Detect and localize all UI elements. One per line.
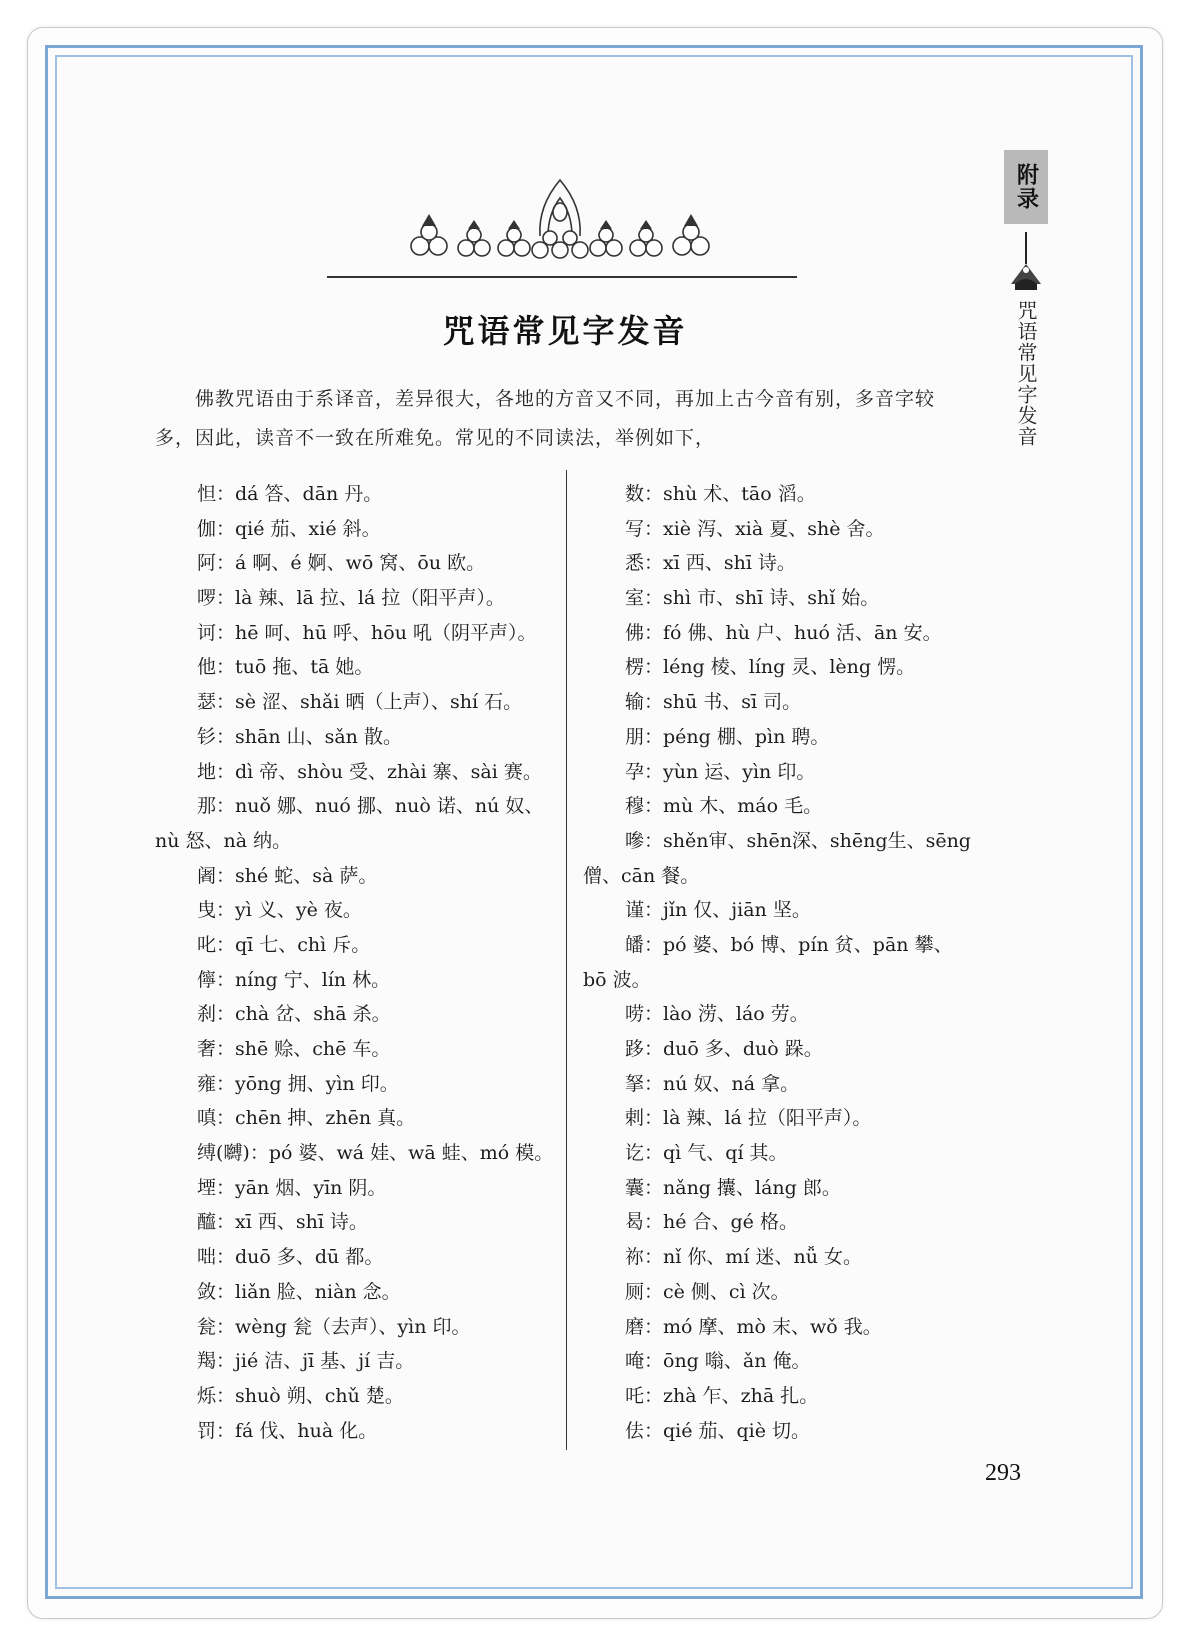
entry: 吒：zhà 乍、zhā 扎。 [625, 1384, 819, 1407]
entry-continuation: nù 怒、nà 纳。 [155, 829, 292, 852]
entry: 佉：qié 茄、qiè 切。 [625, 1419, 811, 1442]
entry: 写：xiè 泻、xià 夏、shè 舍。 [625, 517, 885, 540]
entry: 罚：fá 伐、huà 化。 [197, 1419, 378, 1442]
page-title: 咒语常见字发音 [442, 312, 688, 350]
page-number: 293 [985, 1460, 1021, 1486]
chapter-title-vertical: 咒语常见字发音 [1014, 300, 1038, 447]
entry: 拏：nú 奴、ná 拿。 [625, 1072, 800, 1095]
entry: 羯：jié 洁、jī 基、jí 吉。 [197, 1350, 415, 1373]
entry: 嘇：shěn审、shēn深、shēng生、sēng [625, 829, 971, 852]
entry: 瓮：wèng 瓮（去声）、yìn 印。 [197, 1315, 471, 1338]
entry: 钐：shān 山、sǎn 散。 [197, 725, 402, 748]
entry: 皤：pó 婆、bó 博、pín 贫、pān 攀、 [625, 933, 953, 956]
entry: 唵：ōng 嗡、ǎn 俺。 [625, 1350, 811, 1373]
left-column [155, 477, 557, 1448]
entry: 刹：chà 岔、shā 杀。 [197, 1003, 391, 1026]
entry: 堙：yān 烟、yīn 阴。 [197, 1176, 387, 1199]
entry-continuation: 僧、cān 餐。 [583, 864, 700, 887]
section-tab: 附录 [1004, 150, 1048, 224]
entry: 阿：á 啊、é 婀、wō 窝、ōu 欧。 [197, 552, 486, 575]
lotus-ornament-icon [400, 176, 720, 268]
entry: 楞：léng 棱、líng 灵、lèng 愣。 [625, 656, 916, 679]
entry: 输：shū 书、sī 司。 [625, 691, 802, 714]
entry: 咄：duō 多、dū 都。 [197, 1246, 384, 1269]
entry: 奢：shē 赊、chē 车。 [197, 1038, 391, 1060]
entry: 囊：nǎng 攮、láng 郎。 [625, 1176, 841, 1199]
entry: 厕：cè 侧、cì 次。 [625, 1280, 790, 1303]
entry: 悉：xī 西、shī 诗。 [625, 552, 796, 575]
entry: 阇：shé 蛇、sà 萨。 [197, 864, 378, 887]
entry: 跢：duō 多、duò 跺。 [625, 1038, 823, 1060]
entry: 地：dì 帝、shòu 受、zhài 寨、sài 赛。 [197, 760, 542, 783]
entry: 嗔：chēn 抻、zhēn 真。 [197, 1107, 416, 1130]
intro-paragraph: 佛教咒语由于系译音，差异很大，各地的方音又不同，再加上古今音有别，多音字较多，因此，读音不一致在所难免。常见的不同读法，举例如下， [155, 388, 936, 449]
entry: 数：shù 术、tāo 滔。 [625, 483, 816, 505]
entry: 叱：qī 七、chì 斥。 [197, 933, 371, 956]
entry: 伽：qié 茄、xié 斜。 [197, 517, 381, 540]
entry: 怛：dá 答、dān 丹。 [197, 483, 383, 505]
pagoda-icon [1003, 230, 1049, 294]
entry: 缚(嚩)：pó 婆、wá 娃、wā 蛙、mó 模。 [197, 1142, 554, 1165]
entry: 敛：liǎn 脸、niàn 念。 [197, 1280, 401, 1303]
entry: 室：shì 市、shī 诗、shǐ 始。 [625, 587, 880, 610]
entry: 讫：qì 气、qí 其。 [625, 1142, 788, 1165]
entry: 瑟：sè 涩、shǎi 晒（上声）、shí 石。 [197, 691, 523, 714]
column-divider [566, 470, 567, 1450]
entry: 他：tuō 拖、tā 她。 [197, 656, 374, 679]
entry: 儜：níng 宁、lín 林。 [197, 968, 391, 991]
entry: 唠：lào 涝、láo 劳。 [625, 1003, 809, 1026]
entry: 孕：yùn 运、yìn 印。 [625, 760, 816, 783]
entry: 醯：xī 西、shī 诗。 [197, 1211, 368, 1234]
entry: 穆：mù 木、máo 毛。 [625, 795, 823, 818]
entry: 磨：mó 摩、mò 末、wǒ 我。 [625, 1315, 882, 1338]
entry: 诃：hē 呵、hū 呼、hōu 吼（阴平声）。 [197, 621, 537, 644]
entry: 佛：fó 佛、hù 户、huó 活、ān 安。 [625, 621, 942, 644]
entry: 朋：péng 棚、pìn 聘。 [625, 725, 830, 748]
entry-continuation: bō 波。 [583, 968, 651, 991]
right-column [583, 477, 983, 1448]
entry: 雍：yōng 拥、yìn 印。 [197, 1072, 399, 1095]
entry: 剌：là 辣、lá 拉（阳平声）。 [625, 1107, 872, 1130]
entry: 祢：nǐ 你、mí 迷、nǚ 女。 [625, 1246, 862, 1269]
entry: 烁：shuò 朔、chǔ 楚。 [197, 1384, 404, 1407]
entry: 曷：hé 合、gé 格。 [625, 1211, 798, 1234]
header-rule [327, 276, 797, 278]
entry: 曳：yì 义、yè 夜。 [197, 899, 362, 922]
entry: 啰：là 辣、lā 拉、lá 拉（阳平声）。 [197, 587, 505, 610]
entry: 那：nuǒ 娜、nuó 挪、nuò 诺、nú 奴、 [197, 795, 544, 818]
entry: 谨：jǐn 仅、jiān 坚。 [625, 899, 811, 922]
